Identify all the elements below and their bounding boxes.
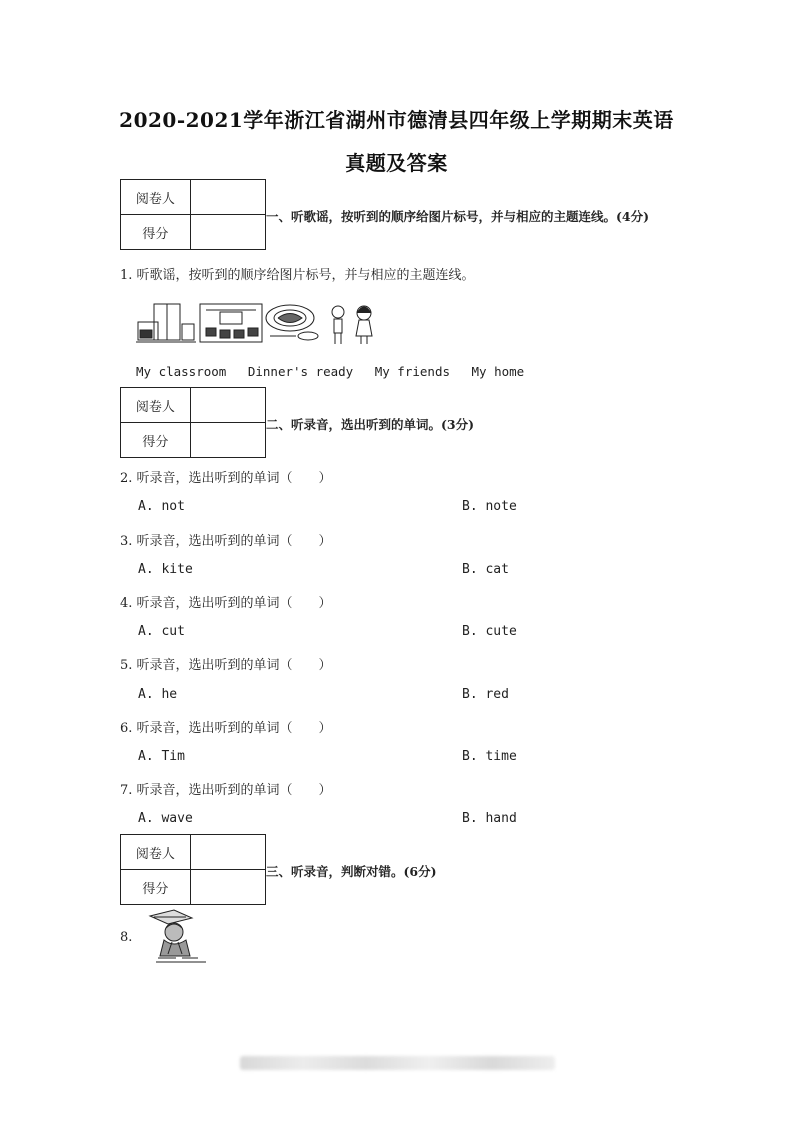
option-b[interactable]: B. red (462, 687, 509, 702)
option-a[interactable]: A. Tim (138, 749, 185, 764)
home-picture (136, 304, 196, 342)
score-label: 得分 (121, 423, 191, 458)
option-a[interactable]: A. wave (138, 811, 193, 826)
option-a[interactable]: A. he (138, 687, 178, 702)
section-heading-2: 二、听录音，选出听到的单词。(3分) (266, 417, 475, 432)
question-3: 3. 听录音，选出听到的单词（ ） (120, 534, 332, 549)
option-b[interactable]: B. time (462, 749, 517, 764)
question-8-number: 8. (120, 930, 133, 945)
question-4: 4. 听录音，选出听到的单词（ ） (120, 596, 332, 611)
score-label: 得分 (121, 870, 191, 905)
option-b[interactable]: B. note (462, 499, 517, 514)
reviewer-label: 阅卷人 (121, 835, 191, 870)
score-field[interactable] (190, 215, 265, 250)
friends-picture (332, 306, 372, 344)
page-title-line2: 真题及答案 (345, 151, 448, 175)
option-b[interactable]: B. cat (462, 562, 509, 577)
dinner-picture (266, 305, 318, 340)
option-a[interactable]: A. kite (138, 562, 193, 577)
question-7: 7. 听录音，选出听到的单词（ ） (120, 783, 332, 798)
score-box (120, 387, 266, 458)
score-box (120, 179, 266, 250)
question-1: 1. 听歌谣，按听到的顺序给图片标号，并与相应的主题连线。 (120, 268, 475, 283)
option-b[interactable]: B. cute (462, 624, 517, 639)
reviewer-field[interactable] (190, 835, 265, 870)
page-title-line1: 2020-2021学年浙江省湖州市德清县四年级上学期期末英语 (119, 108, 674, 132)
score-box (120, 834, 266, 905)
section-heading-1: 一、听歌谣，按听到的顺序给图片标号，并与相应的主题连线。(4分) (266, 209, 650, 224)
reviewer-label: 阅卷人 (121, 180, 191, 215)
question-5: 5. 听录音，选出听到的单词（ ） (120, 658, 332, 673)
footer-watermark (240, 1056, 555, 1070)
score-field[interactable] (190, 423, 265, 458)
q8-picture (146, 908, 208, 966)
option-a[interactable]: A. not (138, 499, 185, 514)
score-label: 得分 (121, 215, 191, 250)
option-a[interactable]: A. cut (138, 624, 185, 639)
score-field[interactable] (190, 870, 265, 905)
reviewer-field[interactable] (190, 388, 265, 423)
classroom-picture (200, 304, 262, 342)
q1-themes (136, 364, 538, 379)
question-6: 6. 听录音，选出听到的单词（ ） (120, 721, 332, 736)
question-2: 2. 听录音，选出听到的单词（ ） (120, 471, 332, 486)
theme-my-friends: My friends (374, 364, 450, 379)
theme-dinners-ready: Dinner's ready (247, 364, 354, 379)
section-heading-3: 三、听录音，判断对错。(6分) (266, 864, 437, 879)
option-b[interactable]: B. hand (462, 811, 517, 826)
reviewer-label: 阅卷人 (121, 388, 191, 423)
q1-pictures (136, 300, 382, 348)
theme-my-home: My home (471, 364, 525, 379)
reviewer-field[interactable] (190, 180, 265, 215)
theme-my-classroom: My classroom (136, 364, 227, 379)
